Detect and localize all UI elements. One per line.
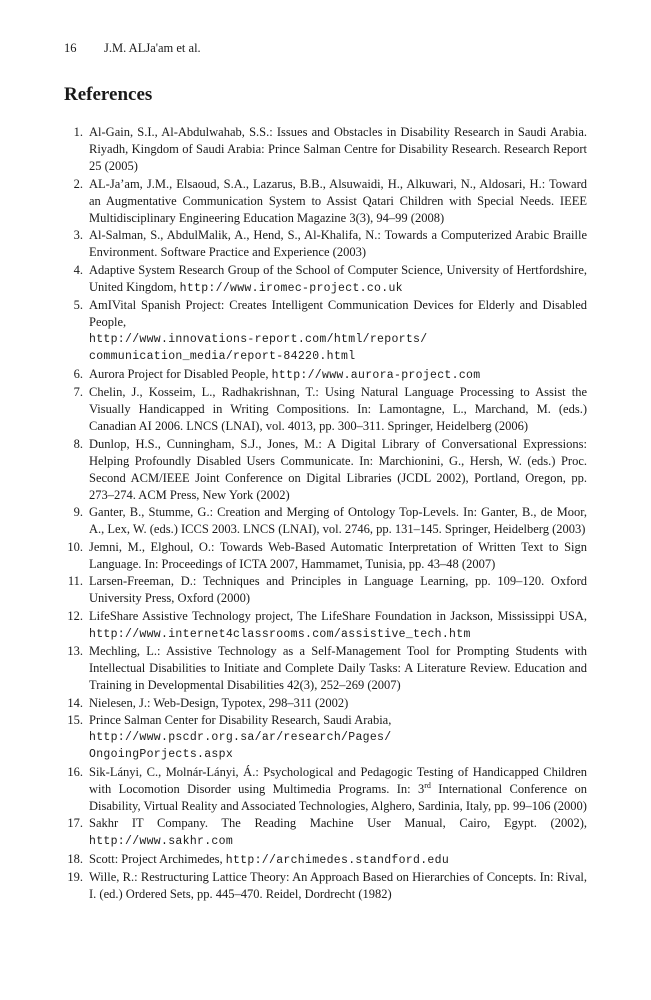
reference-text: AmIVital Spanish Project: Creates Intelligent Communication Devices for Elderly and Disabled People, (89, 298, 587, 329)
reference-item (64, 366, 587, 384)
reference-number: 16. (67, 764, 83, 779)
ordinal-superscript: rd (424, 780, 431, 790)
reference-item (64, 608, 587, 643)
reference-item (64, 504, 587, 538)
reference-text: Chelin, J., Kosseim, L., Radhakrishnan, T.: Using Natural Language Processing to Assist the Visually Handicapped in Writing Compositions. In: Lamontagne, L., Marchand, M. (eds.) Canadian AI 2006. LNCS (LNAI), vol. 4013, pp. 300–311. Springer, Heidelberg (2006) (89, 385, 587, 433)
reference-item (64, 384, 587, 435)
reference-text: Wille, R.: Restructuring Lattice Theory: An Approach Based on Hierarchies of Concepts. In: Rival, I. (ed.) Ordered Sets, pp. 445–470. Reidel, Dordrecht (1982) (89, 870, 587, 901)
reference-text: Al-Salman, S., AbdulMalik, A., Hend, S., Al-Khalifa, N.: Towards a Computerized Arabic Braille Environment. Software Practice and Experience (2003) (89, 228, 587, 259)
reference-number: 5. (73, 298, 83, 312)
reference-text: Larsen-Freeman, D.: Techniques and Principles in Language Learning, pp. 109–120. Oxford University Press, Oxford (2000) (89, 574, 587, 605)
reference-item (64, 764, 587, 815)
reference-url-line: OngoingPorjects.aspx (89, 748, 234, 761)
reference-url-link[interactable]: http://archimedes.standford.edu (225, 853, 450, 867)
running-head (64, 40, 201, 56)
reference-item (64, 176, 587, 227)
reference-url-link[interactable] (89, 331, 587, 365)
reference-list (64, 124, 587, 904)
reference-number: 19. (67, 870, 83, 884)
reference-text: Aurora Project for Disabled People, (89, 366, 272, 381)
reference-number: 17. (67, 816, 83, 830)
reference-number: 12. (67, 608, 83, 623)
reference-number: 10. (67, 539, 83, 554)
reference-number: 18. (67, 851, 83, 866)
reference-text: Sakhr IT Company. The Reading Machine User Manual, Cairo, Egypt. (2002), (89, 816, 587, 830)
reference-url-line: http://www.pscdr.org.sa/ar/research/Pages/ (89, 731, 392, 744)
reference-item (64, 815, 587, 850)
reference-text: Adaptive System Research Group of the School of Computer Science, University of Hertfordshire, United Kingdom, (89, 262, 587, 294)
reference-number: 3. (73, 228, 83, 242)
reference-item (64, 297, 587, 365)
reference-text: Nielesen, J.: Web-Design, Typotex, 298–311 (2002) (89, 695, 349, 710)
reference-item (64, 539, 587, 573)
reference-url-line: communication_media/report-84220.html (89, 350, 356, 363)
reference-number: 4. (73, 262, 83, 277)
reference-number: 2. (73, 176, 83, 191)
reference-number: 7. (73, 385, 83, 399)
running-title: J.M. ALJa'am et al. (104, 41, 201, 55)
reference-item (64, 643, 587, 694)
reference-text: Jemni, M., Elghoul, O.: Towards Web-Based Automatic Interpretation of Written Text to Sign Language. In: Proceedings of ICTA 2007, Hammamet, Tunisia, pp. 43–48 (2007) (89, 539, 587, 571)
reference-url-link[interactable] (89, 729, 587, 763)
reference-item (64, 695, 587, 712)
reference-item (64, 436, 587, 504)
reference-number: 15. (67, 713, 83, 727)
reference-number: 8. (73, 436, 83, 451)
reference-text: Sik-Lányi, C., Molnár-Lányi, Á.: Psychological and Pedagogic Testing of Handicapped Children with Locomotion Disorder using Multimedia Programs. In: 3 (89, 764, 587, 796)
reference-number: 14. (67, 695, 83, 710)
reference-item (64, 573, 587, 607)
reference-item (64, 851, 587, 869)
reference-item (64, 869, 587, 903)
reference-url-link[interactable]: http://www.sakhr.com (89, 835, 234, 848)
reference-text: Mechling, L.: Assistive Technology as a Self-Management Tool for Prompting Students with Intellectual Disabilities to Initiate and Complete Daily Tasks: A Literature Review. Education and Training in Developmental Disabilities 42(3), 252–269 (2007) (89, 644, 587, 692)
reference-url-link[interactable]: http://www.internet4classrooms.com/assistive_tech.htm (89, 627, 471, 641)
reference-number: 1. (73, 125, 83, 139)
reference-text: Dunlop, H.S., Cunningham, S.J., Jones, M.: A Digital Library of Conversational Expressions: Helping Profoundly Disabled Users Communicate. In: Marchionini, G., Hersh, W. (eds.) Proc. Second ACM/IEEE Joint Conference on Digital Libraries (JCDL 2002), Portland, Oregon, pp. 273–274. ACM Press, New York (2002) (89, 436, 587, 502)
reference-number: 13. (67, 644, 83, 658)
reference-text: LifeShare Assistive Technology project, The LifeShare Foundation in Jackson, Mississippi USA, (89, 608, 587, 623)
page-number: 16 (64, 41, 77, 55)
reference-text: AL-Ja’am, J.M., Elsaoud, S.A., Lazarus, B.B., Alsuwaidi, H., Alkuwari, N., Aldosari, H.: Toward an Augmentative Communication System to Assist Qatari Children with Special Needs. IEEE Multidisciplinary Engineering Education Magazine 3(3), 94–99 (2008) (89, 176, 587, 225)
reference-text: Al-Gain, S.I., Al-Abdulwahab, S.S.: Issues and Obstacles in Disability Research in Saudi Arabia. Riyadh, Kingdom of Saudi Arabia: Prince Salman Centre for Disability Research. Research Report 25 (2005) (89, 125, 587, 173)
reference-text: Ganter, B., Stumme, G.: Creation and Merging of Ontology Top-Levels. In: Ganter, B., de Moor, A., Lex, W. (eds.) ICCS 2003. LNCS (LNAI), vol. 2746, pp. 131–145. Springer, Heidelberg (2003) (89, 505, 587, 536)
reference-item (64, 227, 587, 261)
reference-number: 11. (67, 574, 83, 588)
reference-text: International Conference on Disability, Virtual Reality and Associated Technologies, Alghero, Sardinia, Italy, pp. 99–106 (2000) (89, 781, 587, 813)
reference-item (64, 262, 587, 297)
reference-number: 9. (73, 505, 83, 519)
reference-text: Prince Salman Center for Disability Research, Saudi Arabia, (89, 713, 392, 727)
reference-url-link[interactable]: http://www.aurora-project.com (271, 368, 481, 382)
reference-text: Scott: Project Archimedes, (89, 851, 226, 866)
reference-item (64, 712, 587, 763)
reference-item (64, 124, 587, 175)
section-title: References (64, 84, 153, 105)
reference-number: 6. (73, 366, 83, 381)
reference-url-link[interactable]: http://www.iromec-project.co.uk (179, 281, 403, 295)
reference-url-line: http://www.innovations-report.com/html/reports/ (89, 333, 428, 346)
